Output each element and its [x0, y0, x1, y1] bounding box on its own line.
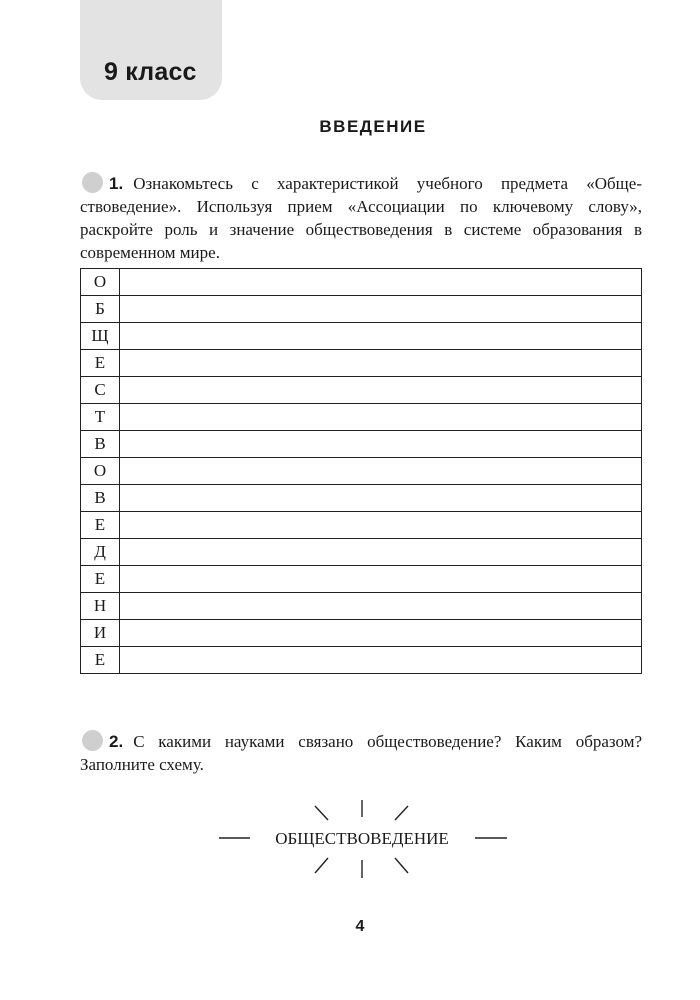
bullet-icon — [82, 730, 103, 751]
acrostic-row — [81, 296, 642, 323]
acrostic-letter: И — [81, 620, 120, 647]
bullet-icon — [82, 172, 103, 193]
scheme-ray — [395, 858, 408, 873]
acrostic-answer-cell[interactable] — [120, 431, 642, 458]
scheme-center-label: ОБЩЕСТВОВЕДЕНИЕ — [275, 829, 449, 848]
acrostic-letter: Щ — [81, 323, 120, 350]
acrostic-row — [81, 485, 642, 512]
scheme-ray — [315, 806, 328, 820]
acrostic-answer-cell[interactable] — [120, 485, 642, 512]
scheme-diagram — [0, 790, 700, 890]
task-2-text: С какими науками связано обществоведение? Каким образом? Заполните схему. — [80, 732, 642, 774]
acrostic-answer-cell[interactable] — [120, 377, 642, 404]
acrostic-answer-cell[interactable] — [120, 647, 642, 674]
acrostic-letter: Е — [81, 350, 120, 377]
scheme-ray — [395, 806, 408, 820]
acrostic-letter: О — [81, 458, 120, 485]
acrostic-row — [81, 269, 642, 296]
acrostic-row — [81, 323, 642, 350]
acrostic-answer-cell[interactable] — [120, 350, 642, 377]
acrostic-row — [81, 566, 642, 593]
acrostic-row — [81, 350, 642, 377]
acrostic-row — [81, 404, 642, 431]
grade-label: 9 класс — [104, 58, 197, 86]
acrostic-answer-cell[interactable] — [120, 323, 642, 350]
acrostic-letter: Д — [81, 539, 120, 566]
acrostic-letter: О — [81, 269, 120, 296]
acrostic-letter: Е — [81, 566, 120, 593]
acrostic-row — [81, 512, 642, 539]
acrostic-letter: В — [81, 485, 120, 512]
acrostic-row — [81, 620, 642, 647]
acrostic-row — [81, 593, 642, 620]
acrostic-letter: Т — [81, 404, 120, 431]
acrostic-letter: Е — [81, 647, 120, 674]
acrostic-answer-cell[interactable] — [120, 620, 642, 647]
acrostic-answer-cell[interactable] — [120, 269, 642, 296]
task-2-number: 2. — [109, 732, 124, 751]
acrostic-row — [81, 431, 642, 458]
acrostic-row — [81, 647, 642, 674]
task-1-number: 1. — [109, 174, 124, 193]
acrostic-letter: Б — [81, 296, 120, 323]
scheme-ray — [315, 858, 328, 873]
task-2 — [80, 730, 642, 776]
acrostic-answer-cell[interactable] — [120, 566, 642, 593]
acrostic-row — [81, 458, 642, 485]
acrostic-answer-cell[interactable] — [120, 404, 642, 431]
section-title: ВВЕДЕНИЕ — [319, 117, 427, 136]
task-1 — [80, 172, 642, 264]
page-number: 4 — [355, 918, 365, 935]
acrostic-row — [81, 377, 642, 404]
acrostic-answer-cell[interactable] — [120, 593, 642, 620]
acrostic-row — [81, 539, 642, 566]
acrostic-answer-cell[interactable] — [120, 458, 642, 485]
acrostic-answer-cell[interactable] — [120, 512, 642, 539]
acrostic-answer-cell[interactable] — [120, 539, 642, 566]
task-1-text: Ознакомьтесь с характеристикой учебного предмета «Обществоведение». Используя прием «Ассоциации по ключевому слову», раскройте роль и значение обществоведения в системе образования в современном мире. — [80, 174, 642, 262]
acrostic-letter: Е — [81, 512, 120, 539]
acrostic-letter: С — [81, 377, 120, 404]
acrostic-answer-cell[interactable] — [120, 296, 642, 323]
acrostic-table — [80, 268, 642, 674]
acrostic-letter: В — [81, 431, 120, 458]
acrostic-letter: Н — [81, 593, 120, 620]
